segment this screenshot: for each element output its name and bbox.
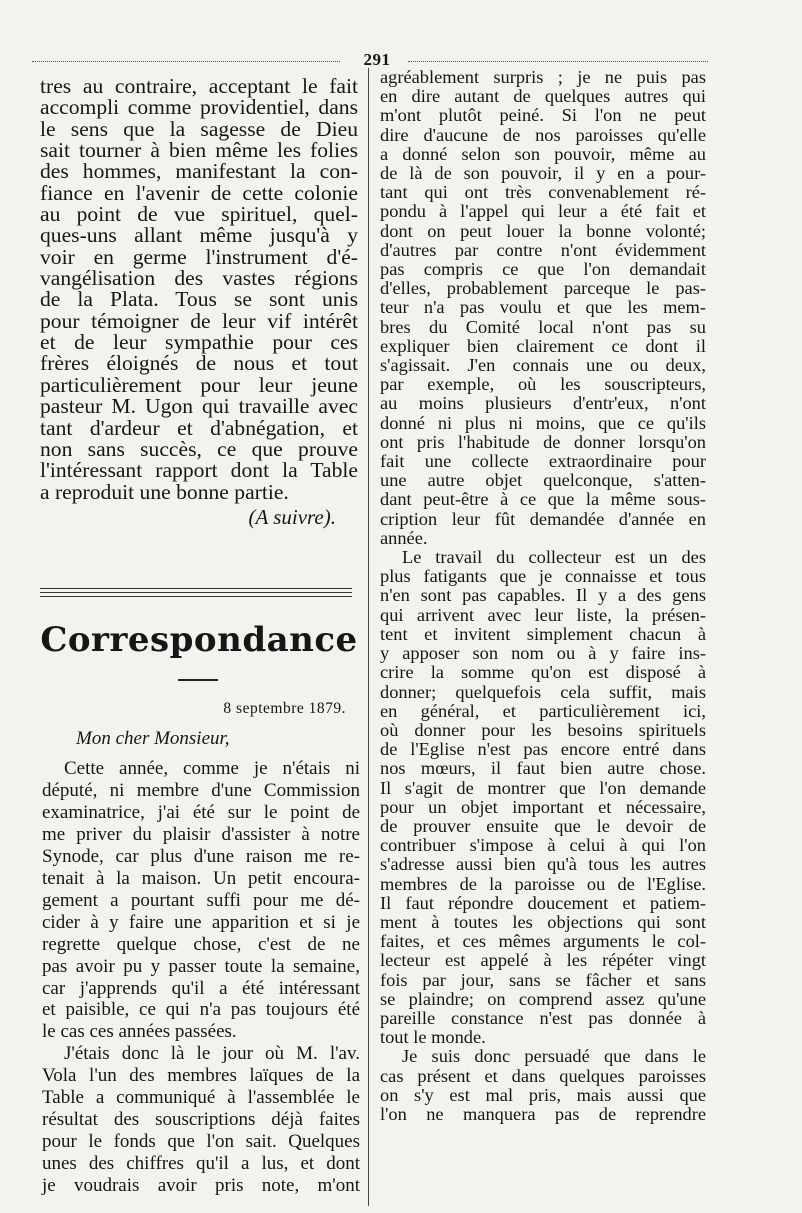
- text-line: examinatrice, j'ai été sur le point de: [42, 801, 360, 823]
- text-line: Le travail du collecteur est un des: [402, 547, 706, 568]
- text-line: teur n'a pas voulu et que les mem-: [380, 297, 706, 318]
- text-line: fois par jour, sans se fâcher et sans: [380, 969, 706, 990]
- text-line: Je suis donc persuadé que dans le: [402, 1046, 706, 1067]
- text-line: pour témoigner de leur vif intérêt: [40, 308, 358, 333]
- text-line: faites, et ces mêmes arguments le col-: [380, 931, 706, 952]
- text-line: donner; quelquefois cela suffit, mais: [380, 681, 706, 702]
- text-line: tant qui ont très convenablement ré-: [380, 182, 706, 203]
- text-line: particulièrement pour leur jeune: [40, 372, 358, 397]
- text-line: des hommes, manifestant la con-: [40, 159, 358, 184]
- text-line: dant peut-être à ce que la même sous-: [380, 489, 706, 510]
- text-line: fiance en l'avenir de cette colonie: [40, 180, 358, 205]
- text-line: et de leur sympathie pour ces: [40, 330, 358, 355]
- text-line: au point de vue spirituel, quel-: [40, 202, 358, 227]
- text-line: tent et invitent simplement chacun à: [380, 623, 706, 644]
- text-line: ont pris l'habitude de donner lorsqu'on: [380, 431, 706, 452]
- text-line: de prouver ensuite que le devoir de: [380, 815, 706, 836]
- text-line: ment à toutes les objections qui sont: [380, 911, 706, 932]
- letter-date: 8 septembre 1879.: [223, 700, 346, 717]
- text-line: en dire autant de quelques autres qui: [380, 86, 706, 107]
- text-line: a reproduit une bonne partie.: [40, 479, 289, 504]
- text-line: cas présent et dans quelques paroisses: [380, 1065, 706, 1086]
- text-line: où donner pour les besoins spirituels: [380, 719, 706, 740]
- text-line: non sans succès, ce que prouve: [40, 436, 358, 461]
- text-line: unes des chiffres qu'il a lus, et dont: [42, 1153, 360, 1175]
- text-line: crire la somme qu'on est disposé à: [380, 662, 706, 683]
- text-line: tout le monde.: [380, 1027, 486, 1048]
- text-line: se plaindre; on comprend assez qu'une: [380, 988, 706, 1009]
- left-column-article-end: [40, 76, 358, 528]
- a-suivre-note: (A suivre).: [248, 504, 336, 529]
- text-line: cider à y faire une apparition et si je: [42, 911, 360, 933]
- text-line: n'en sont pas capables. Il y a des gens: [380, 585, 706, 606]
- right-column-letter: [380, 68, 706, 1124]
- text-line: a donné selon son pouvoir, même au: [380, 143, 706, 164]
- text-line: Il s'agit de montrer que l'on demande: [380, 777, 706, 798]
- text-line: pour un objet important et nécessaire,: [380, 796, 706, 817]
- text-line: le cas ces années passées.: [42, 1021, 237, 1043]
- text-line: par exemple, où les souscripteurs,: [380, 374, 706, 395]
- text-line: ques-uns allant même jusqu'à y: [40, 223, 358, 248]
- text-line: l'intéressant rapport dont la Table: [40, 458, 358, 483]
- text-line: tant d'ardeur et d'abnégation, et: [40, 415, 358, 440]
- header-rule-right: [408, 61, 708, 62]
- text-line: bres du Comité local n'ont pas su: [380, 316, 706, 337]
- text-line: pas compris ce que l'on demandait: [380, 259, 706, 280]
- text-line: pas avoir pu y passer toute la semaine,: [42, 955, 360, 977]
- text-line: vangélisation des vastes régions: [40, 266, 358, 291]
- text-line: et paisible, ce qui n'a pas toujours été: [42, 999, 360, 1021]
- text-line: m'ont plutôt peiné. Si l'on ne peut: [380, 105, 706, 126]
- text-line: le sens que la sagesse de Dieu: [40, 116, 358, 141]
- text-line: député, ni membre d'une Commission: [42, 779, 360, 801]
- text-line: une autre objet quelconque, s'atten-: [380, 470, 706, 491]
- text-line: de là de son pouvoir, il y en a pour-: [380, 163, 706, 184]
- text-line: nos mœurs, il faut bien autre chose.: [380, 758, 706, 779]
- text-line: Il faut répondre doucement et patiem-: [380, 892, 706, 913]
- text-line: lecteur est appelé à les répéter vingt: [380, 950, 706, 971]
- letter-salutation: Mon cher Monsieur,: [76, 728, 230, 749]
- text-line: de l'Eglise n'est pas encore entré dans: [380, 739, 706, 760]
- text-line: de la Plata. Tous se sont unis: [40, 287, 358, 312]
- text-line: en général, et particulièrement ici,: [380, 700, 706, 721]
- text-line: gement a pourtant suffi pour me dé-: [42, 889, 360, 911]
- text-line: accompli comme providentiel, dans: [40, 95, 358, 120]
- text-line: Vola l'un des membres laïques de la: [42, 1065, 360, 1087]
- title-ornament-dash: [178, 679, 218, 681]
- text-line: car j'apprends qu'il a été intéressant: [42, 977, 360, 999]
- text-line: J'étais donc là le jour où M. l'av.: [64, 1043, 360, 1065]
- text-line: qui arrivent avec leur liste, la présen-: [380, 604, 706, 625]
- text-line: pareille constance n'est pas donnée à: [380, 1007, 706, 1028]
- text-line: voir en germe l'instrument d'é-: [40, 244, 358, 269]
- text-line: l'on ne manquera pas de reprendre: [380, 1103, 706, 1124]
- text-line: s'adresse aussi bien qu'à tous les autres: [380, 854, 706, 875]
- text-line: Synode, car plus d'une raison me re-: [42, 845, 360, 867]
- section-separator: [40, 588, 352, 600]
- text-line: tenait à la maison. Un petit encoura-: [42, 867, 360, 889]
- text-line: d'autres par contre n'ont évidemment: [380, 239, 706, 260]
- page-number: 291: [363, 50, 391, 69]
- text-line: dont on peut louer la bonne volonté;: [380, 220, 706, 241]
- text-line: agréablement surpris ; je ne puis pas: [380, 67, 706, 87]
- left-column-letter: [42, 758, 360, 1197]
- text-line: me priver du plaisir d'assister à notre: [42, 823, 360, 845]
- text-line: au moins plusieurs d'entr'eux, n'ont: [380, 393, 706, 414]
- text-line: donné ni plus ni moins, que ce qu'ils: [380, 412, 706, 433]
- text-line: fait une collecte extraordinaire pour: [380, 451, 706, 472]
- text-line: plus fatigants que je connaisse et tous: [380, 566, 706, 587]
- header-rule-left: [32, 61, 340, 62]
- section-title: Correspondance: [40, 620, 358, 660]
- text-line: contribuer s'impose à celui à qui l'on: [380, 835, 706, 856]
- text-line: pondu à l'appel qui leur a été fait et: [380, 201, 706, 222]
- text-line: frères éloignés de nous et tout: [40, 351, 358, 376]
- text-line: sait tourner à bien même les folies: [40, 138, 358, 163]
- column-divider: [368, 68, 369, 1206]
- text-line: Table a communiqué à l'assemblée le: [42, 1087, 360, 1109]
- text-line: cription leur fût demandée d'année en: [380, 508, 706, 529]
- text-line: expliquer bien clairement ce dont il: [380, 335, 706, 356]
- text-line: dire d'aucune de nos paroisses qu'elle: [380, 124, 706, 145]
- text-line: membres de la paroisse ou de l'Eglise.: [380, 873, 706, 894]
- text-line: année.: [380, 527, 428, 548]
- text-line: je voudrais avoir pris note, m'ont: [42, 1175, 360, 1197]
- text-line: résultat des souscriptions déjà faites: [42, 1109, 360, 1131]
- text-line: regrette quelque chose, c'est de ne: [42, 933, 360, 955]
- text-line: s'agissait. J'en connais une ou deux,: [380, 355, 706, 376]
- text-line: d'elles, probablement parceque le pas-: [380, 278, 706, 299]
- text-line: tres au contraire, acceptant le fait: [40, 74, 358, 98]
- text-line: pour le fonds que l'on sait. Quelques: [42, 1131, 360, 1153]
- text-line: on s'y est mal pris, mais aussi que: [380, 1084, 706, 1105]
- text-line: y apposer son nom ou à y faire ins-: [380, 643, 706, 664]
- page-header: [32, 52, 708, 68]
- text-line: Cette année, comme je n'étais ni: [64, 758, 360, 779]
- text-line: pasteur M. Ugon qui travaille avec: [40, 394, 358, 419]
